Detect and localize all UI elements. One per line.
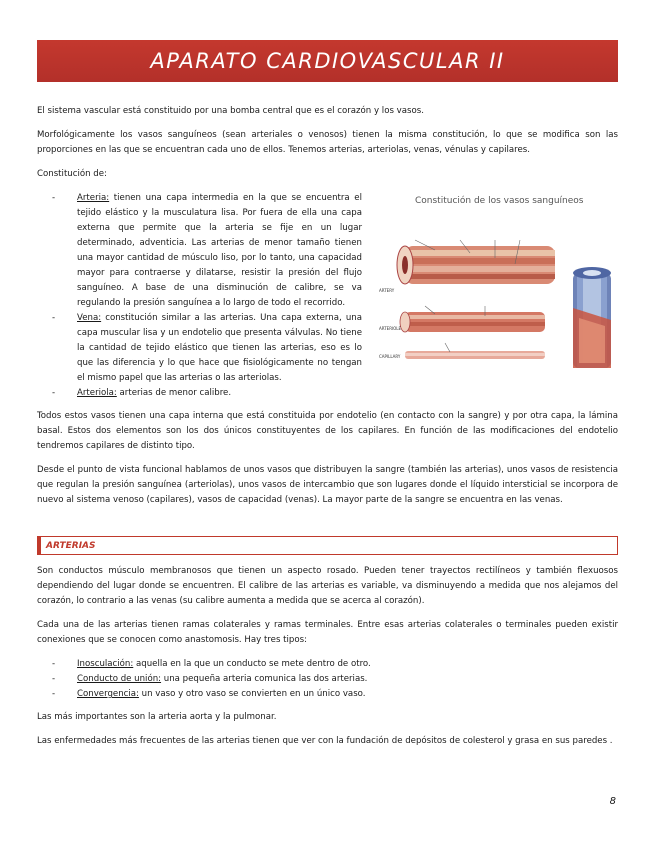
figure-title: Constitución de los vasos sanguíneos — [415, 196, 584, 206]
row-label-arteriole: ARTERIOLE — [379, 326, 402, 331]
term-vena: Vena: — [77, 313, 102, 323]
term-conducto-union: Conducto de unión: — [77, 674, 162, 684]
list-item: - Inosculación: aquella en la que un conducto se mete dentro de otro. — [52, 659, 371, 669]
constitucion-label: Constitución de: — [37, 169, 107, 179]
term-inosculacion: Inosculación: — [77, 659, 134, 669]
vessel-type-list — [52, 191, 362, 401]
body-paragraph-3: Todos estos vasos tienen una capa interna que está constituida por endotelio (en contacto con la sangre) y por otra capa, la lámina basal. Estos dos elementos son los dos únicos constituyentes de los capilares. En función de las modificaciones del endotelio tendremos capilares de distinto tipo. — [37, 411, 618, 451]
term-arteriola: Arteriola: — [77, 388, 117, 398]
list-item: - Arteria: tienen una capa intermedia en la que se encuentra el tejido elástico y la musculatura lisa. Por fuera de ella una capa externa que permite que la arteria se fije en un lugar determinado, adventicia. Las arterias de menor tamaño tienen una mayor cantidad de músculo liso, por lo tanto, una capacidad mayor para contraerse y dilatarse, resistir la presión del flujo sanguíneo. A base de una disminución de calibre, se va regulando la presión sanguínea a lo largo de todo el recorrido. — [52, 193, 362, 308]
page-number: 8 — [609, 796, 616, 807]
term-convergencia: Convergencia: — [77, 689, 139, 699]
row-label-artery: ARTERY — [379, 288, 395, 293]
body-paragraph-4: Desde el punto de vista funcional hablamos de unos vasos que distribuyen la sangre (también las arterias), unos vasos de resistencia que regulan la presión sanguínea (arteriolas), unos vasos de intercambio que son lugares donde el líquido intersticial se incorpora de nuevo al sistema venoso (capilares), vasos de capacidad (venas). La mayor parte de la sangre se encuentra en las venas. — [37, 465, 618, 505]
section-accent-bar — [38, 537, 41, 554]
title-banner — [37, 40, 618, 82]
term-arteria: Arteria: — [77, 193, 110, 203]
arterias-heading: ARTERIAS — [46, 540, 96, 551]
list-item: - Vena: constitución similar a las arterias. Una capa externa, una capa muscular lisa y un endotelio que presenta válvulas. No tiene la cantidad de tejido elástico que tienen las arterias, eso es lo que las diferencia y lo que hace que fisiológicamente no tengan el mismo papel que las arterias o las arteriolas. — [52, 313, 362, 383]
page-content — [37, 104, 618, 758]
intro-paragraph-1: El sistema vascular está constituido por una bomba central que es el corazón y los vasos. — [37, 106, 424, 116]
page-title: APARATO CARDIOVASCULAR II — [150, 49, 505, 73]
row-label-capillary: CAPILLARY — [379, 354, 401, 359]
list-item: - Conducto de unión: una pequeña arteria comunica las dos arterias. — [52, 674, 368, 684]
arterias-paragraph-4: Las enfermedades más frecuentes de las arterias tienen que ver con la fundación de depósitos de colesterol y grasa en sus paredes . — [37, 736, 613, 746]
arterias-section-header — [37, 536, 618, 555]
arterias-paragraph-3: Las más importantes son la arteria aorta y la pulmonar. — [37, 712, 277, 722]
anastomosis-type-list — [52, 657, 377, 702]
list-item: - Convergencia: un vaso y otro vaso se convierten en un único vaso. — [52, 689, 366, 699]
arterias-paragraph-2: Cada una de las arterias tienen ramas colaterales y ramas terminales. Entre esas arterias colaterales o terminales pueden existir conexiones que se conocen como anastomosis. Hay tres tipos: — [37, 620, 618, 645]
arterias-paragraph-1: Son conductos músculo membranosos que tienen un aspecto rosado. Pueden tener trayectos rectilíneos y también flexuosos dependiendo del lugar donde se encuentren. El calibre de las arterias es variable, va disminuyendo a medida que nos alejamos del corazón, lo contrario a las venas (su calibre aumenta a medida que se acerca al corazón). — [37, 566, 618, 606]
list-item: - Arteriola: arterias de menor calibre. — [52, 388, 232, 398]
intro-paragraph-2: Morfológicamente los vasos sanguíneos (sean arteriales o venosos) tienen la misma constitución, lo que se modifica son las proporciones en las que se encuentran cada uno de ellos. Tenemos arterias, arteriolas, venas, vénulas y capilares. — [37, 130, 618, 155]
